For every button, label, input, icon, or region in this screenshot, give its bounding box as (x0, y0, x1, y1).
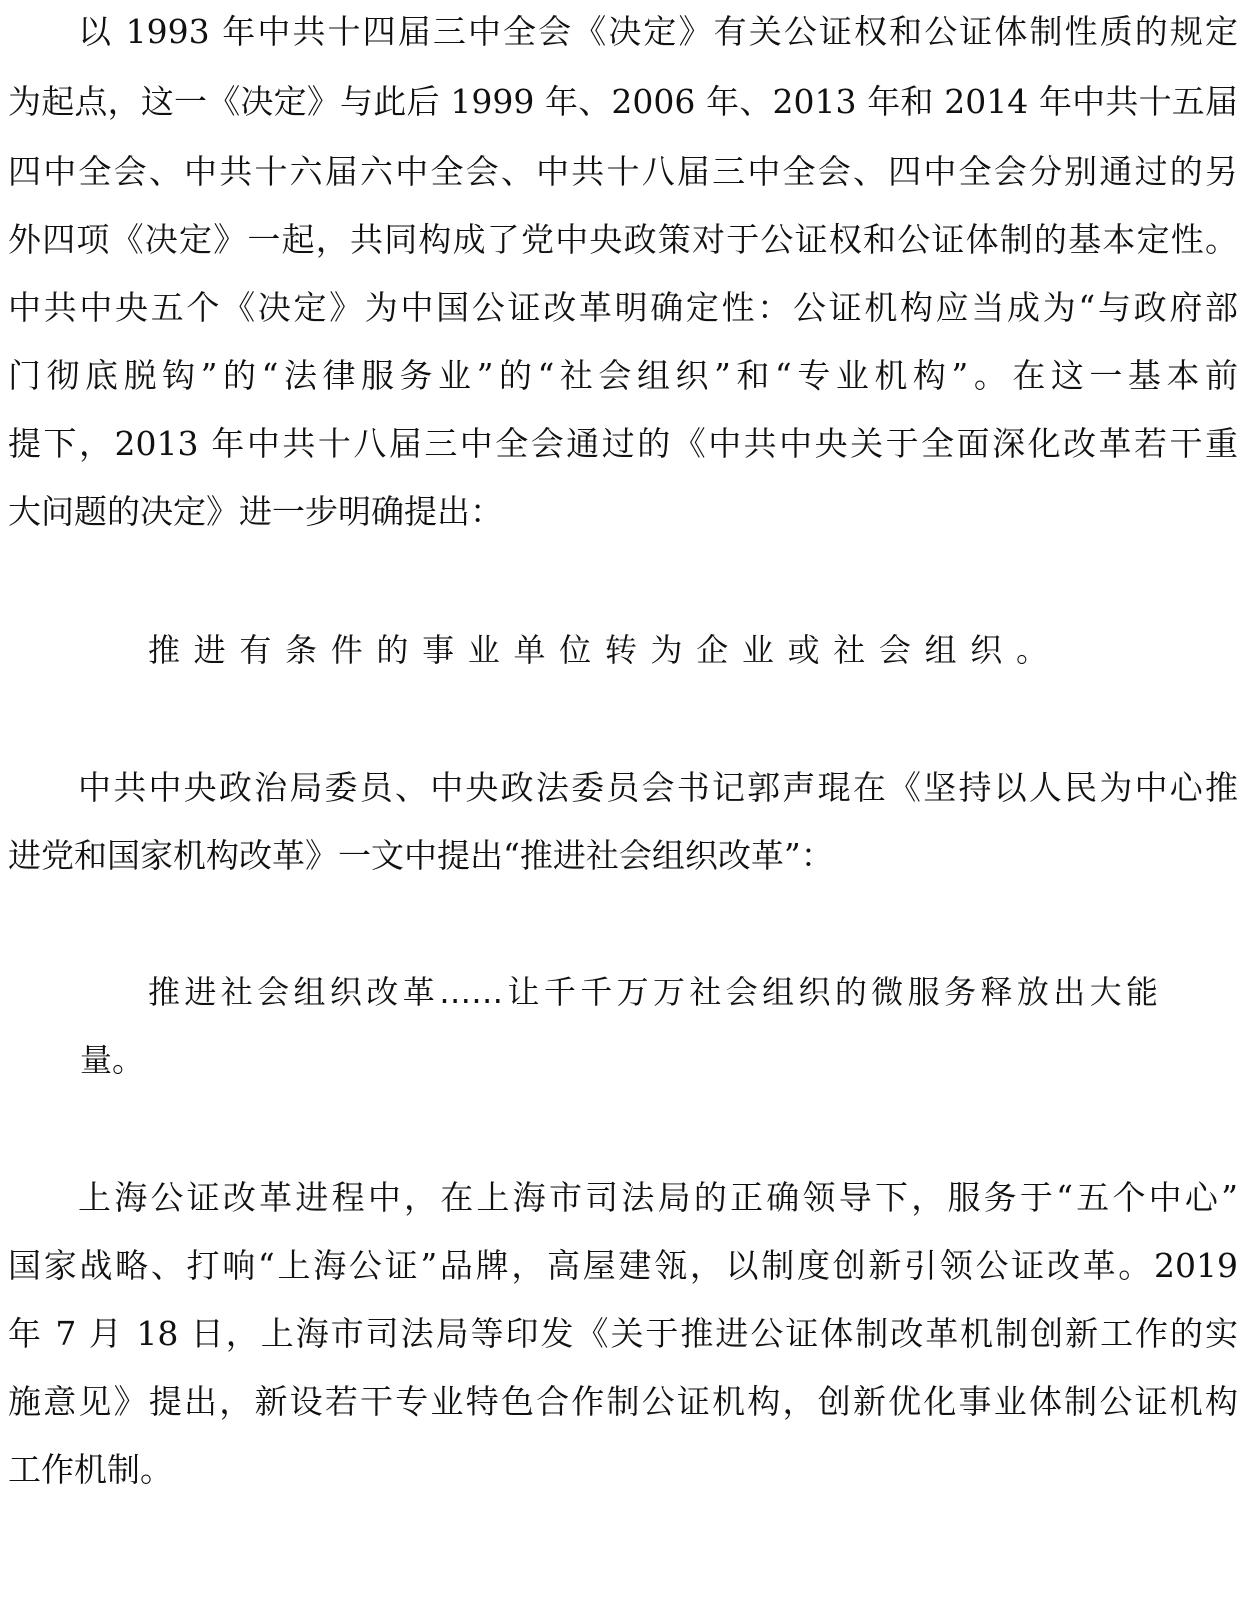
block-quote-2-line: 量。 (80, 1041, 145, 1079)
paragraph-2-line: 中共中央政治局委员、中央政法委员会书记郭声琨在《坚持以人民为中心推 (78, 768, 1238, 807)
block-quote-1: 推进有条件的事业单位转为企业或社会组织。 (148, 631, 1048, 669)
paragraph-1-line: 四中全会、中共十六届六中全会、中共十八届三中全会、四中全会分别通过的另 (8, 152, 1238, 191)
paragraph-1-line: 中共中央五个《决定》为中国公证改革明确定性：公证机构应当成为“与政府部 (8, 288, 1238, 327)
document-page (8, 0, 1238, 1600)
paragraph-1-line: 外四项《决定》一起，共同构成了党中央政策对于公证权和公证体制的基本定性。 (8, 220, 1238, 259)
paragraph-1-line: 为起点，这一《决定》与此后 1999 年、2006 年、2013 年和 2014 年中共十五届 (8, 82, 1238, 121)
paragraph-1-line: 以 1993 年中共十四届三中全会《决定》有关公证权和公证体制性质的规定 (78, 12, 1238, 51)
paragraph-3-line: 国家战略、打响“上海公证”品牌，高屋建瓴，以制度创新引领公证改革。2019 (8, 1246, 1238, 1285)
block-quote-2-line: 推进社会组织改革……让千千万万社会组织的微服务释放出大能 (148, 973, 1158, 1011)
paragraph-3-line: 上海公证改革进程中，在上海市司法局的正确领导下，服务于“五个中心” (78, 1178, 1238, 1217)
paragraph-3-line: 施意见》提出，新设若干专业特色合作制公证机构，创新优化事业体制公证机构 (8, 1382, 1238, 1421)
paragraph-1-line: 大问题的决定》进一步明确提出： (8, 492, 503, 531)
paragraph-1-line: 门彻底脱钩”的“法律服务业”的“社会组织”和“专业机构”。在这一基本前 (8, 356, 1238, 395)
paragraph-2-line: 进党和国家机构改革》一文中提出“推进社会组织改革”： (8, 836, 834, 875)
paragraph-3-line: 工作机制。 (8, 1450, 173, 1489)
paragraph-1-line: 提下，2013 年中共十八届三中全会通过的《中共中央关于全面深化改革若干重 (8, 424, 1238, 463)
paragraph-3-line: 年 7 月 18 日，上海市司法局等印发《关于推进公证体制改革机制创新工作的实 (8, 1314, 1238, 1353)
